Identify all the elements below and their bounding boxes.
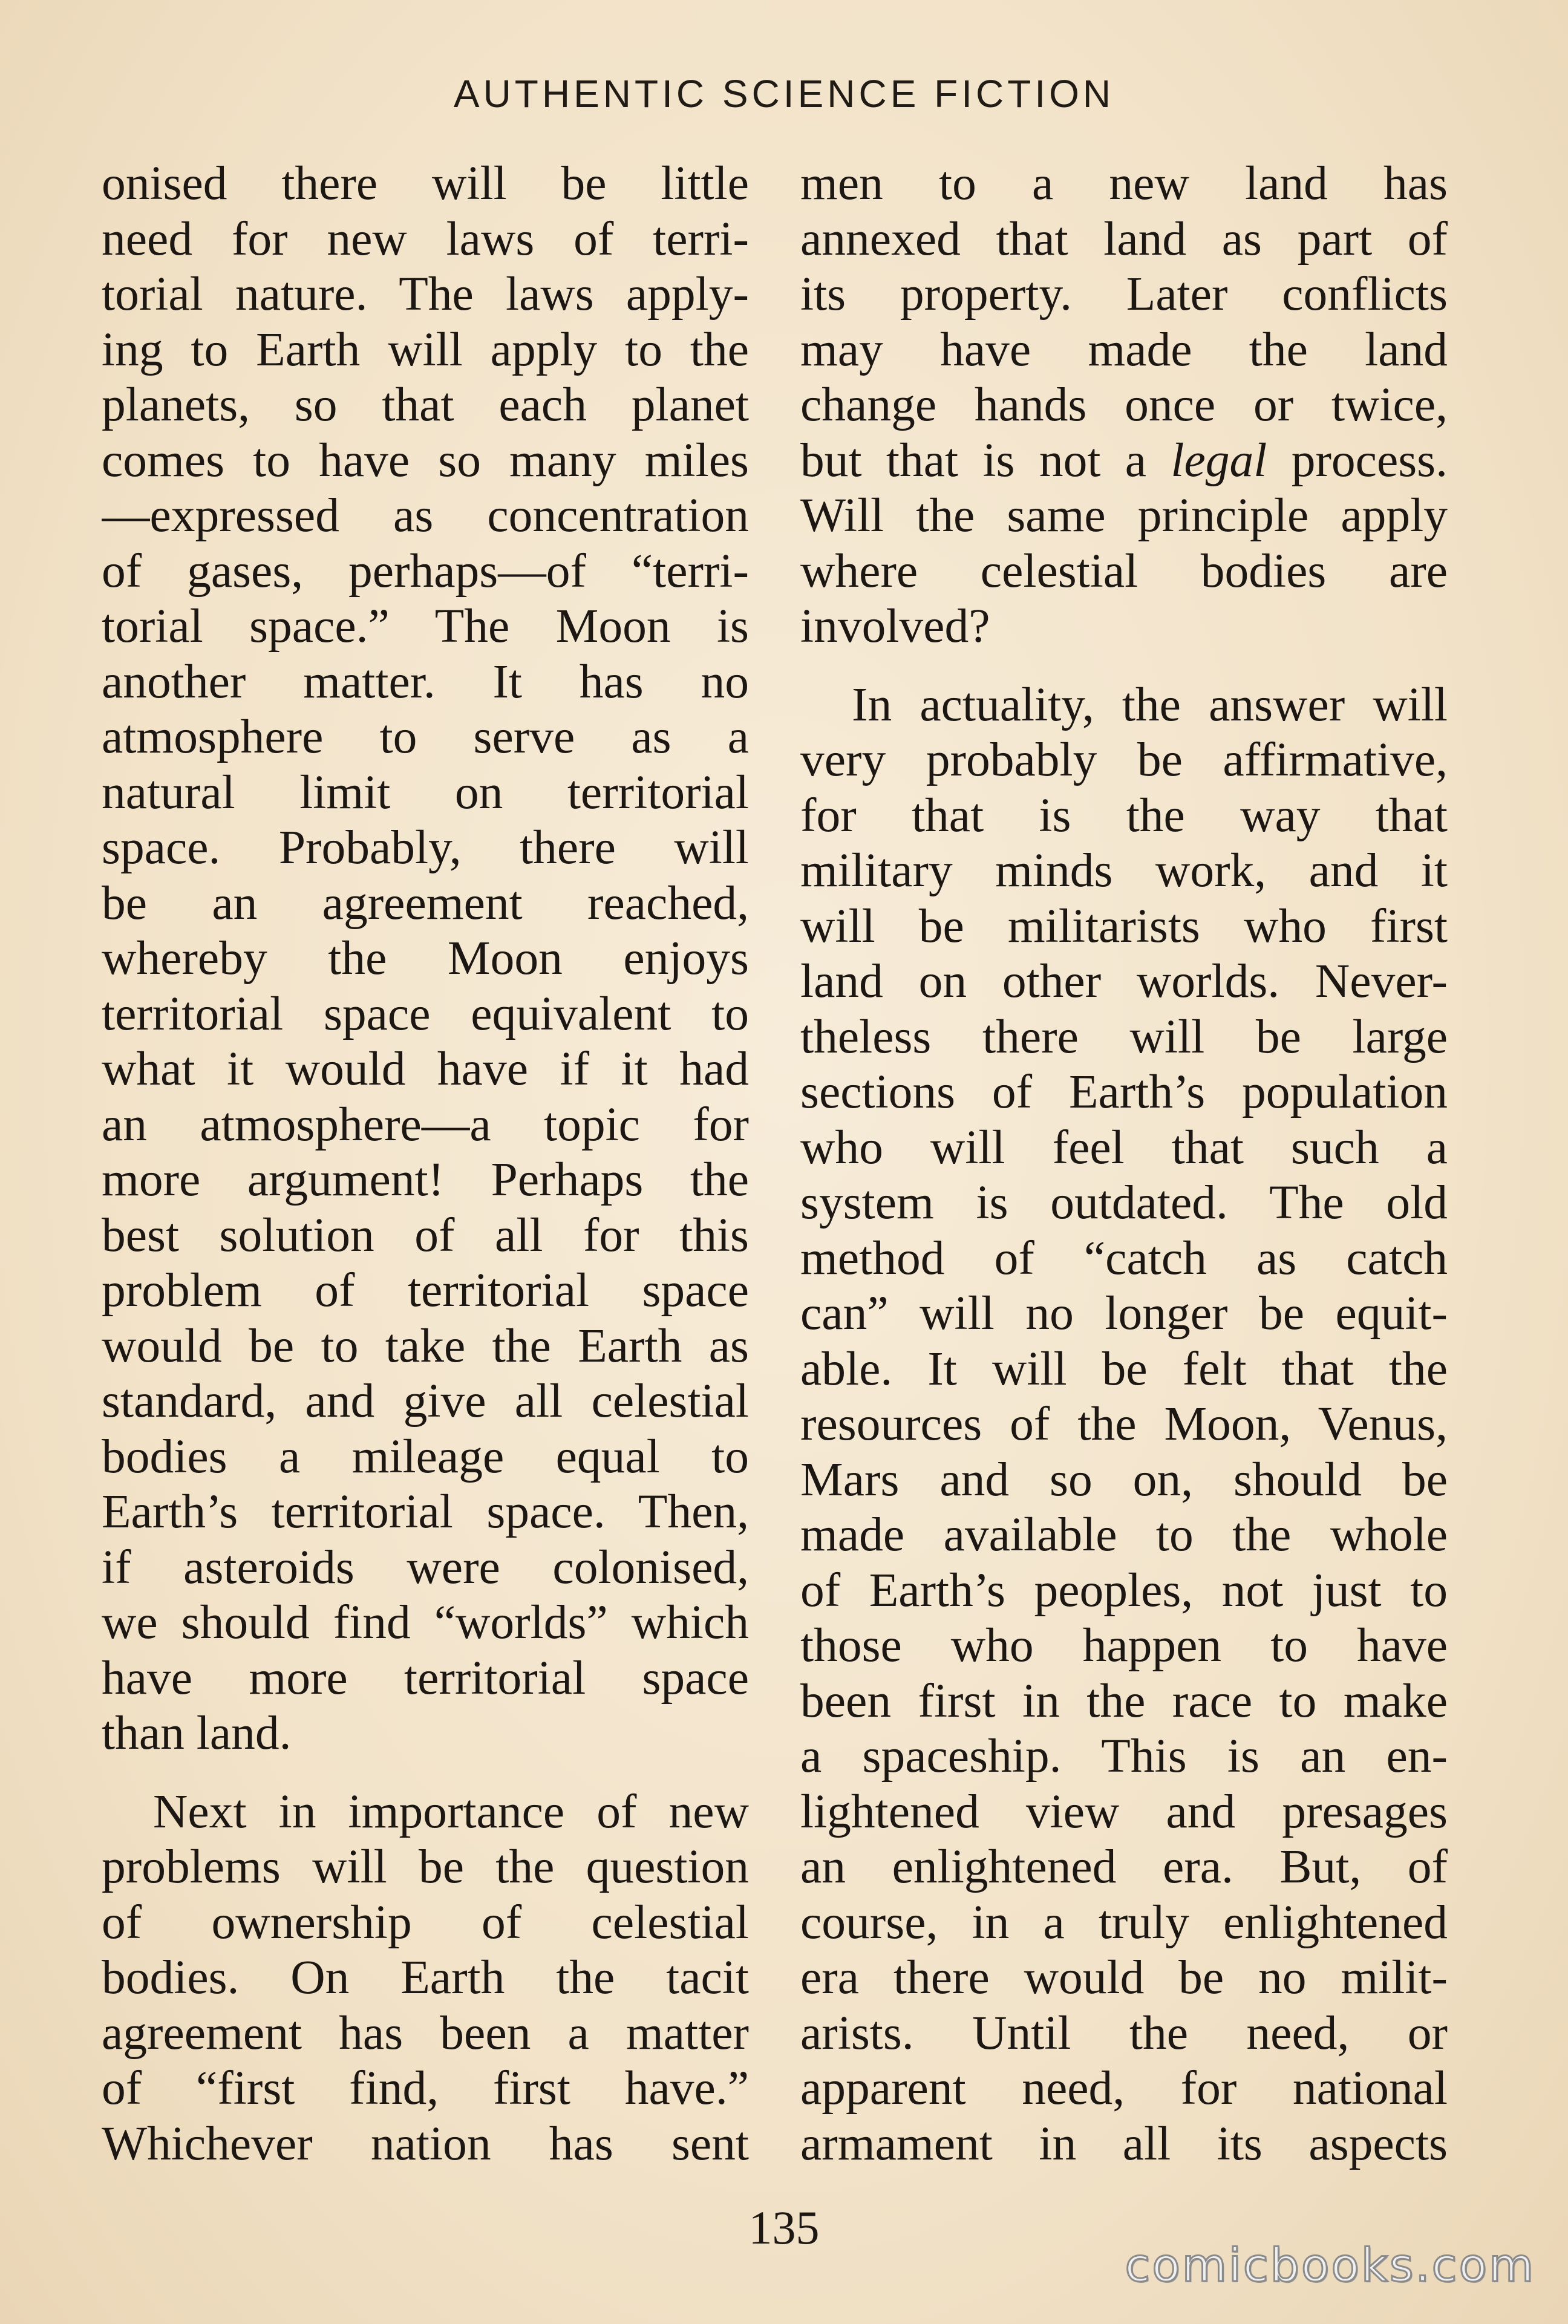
text-line: method of “catch as catch xyxy=(800,1231,1448,1285)
text-line: men to a new land has xyxy=(800,157,1448,210)
text-line: agreement has been a matter xyxy=(102,2006,749,2060)
text-line: of gases, perhaps—of “terri- xyxy=(102,544,749,598)
page-number: 135 xyxy=(748,2201,820,2254)
text-line: arists. Until the need, or xyxy=(800,2006,1448,2060)
text-line: need for new laws of terri- xyxy=(102,212,749,266)
text-line: torial nature. The laws apply- xyxy=(102,267,749,321)
text-line: planets, so that each planet xyxy=(102,378,749,431)
text-line: be an agreement reached, xyxy=(102,876,749,930)
text-line: its property. Later conflicts xyxy=(800,267,1448,321)
text-line: of Earth’s peoples, not just to xyxy=(800,1563,1448,1617)
text-line: Earth’s territorial space. Then, xyxy=(102,1485,749,1538)
text-line: can” will no longer be equit- xyxy=(800,1287,1448,1340)
text-line: torial space.” The Moon is xyxy=(102,599,749,653)
text-line: involved? xyxy=(800,599,990,653)
text-line: would be to take the Earth as xyxy=(102,1319,749,1373)
text-line: able. It will be felt that the xyxy=(800,1342,1448,1395)
text-line: armament in all its aspects xyxy=(800,2117,1448,2170)
text-line: whereby the Moon enjoys xyxy=(102,932,749,985)
text-line: bodies. On Earth the tacit xyxy=(102,1951,749,2004)
text-line: who will feel that such a xyxy=(800,1120,1448,1174)
left-paragraph-1 xyxy=(102,156,749,1761)
left-paragraph-2 xyxy=(102,1784,749,2172)
text-line: Will the same principle apply xyxy=(800,489,1448,542)
text-line: course, in a truly enlightened xyxy=(800,1895,1448,1949)
text-line: an enlightened era. But, of xyxy=(800,1840,1448,1893)
text-line: system is outdated. The old xyxy=(800,1176,1448,1229)
text-line: resources of the Moon, Venus, xyxy=(800,1397,1448,1451)
text-line: theless there will be large xyxy=(800,1010,1448,1063)
right-column xyxy=(800,156,1448,2172)
text-line: lightened view and presages xyxy=(800,1784,1448,1838)
text-line: have more territorial space xyxy=(102,1651,749,1705)
text-line: very probably be affirmative, xyxy=(800,733,1448,786)
text-line: will be militarists who first xyxy=(800,899,1448,953)
text-line: another matter. It has no xyxy=(102,654,749,708)
text-line: but that is not a legal process. xyxy=(800,433,1448,487)
running-head: AUTHENTIC SCIENCE FICTION xyxy=(453,72,1115,116)
text-line: what it would have if it had xyxy=(102,1042,749,1095)
text-line: we should find “worlds” which xyxy=(102,1596,749,1649)
text-line: territorial space equivalent to xyxy=(102,987,749,1040)
text-line: problems will be the question xyxy=(102,1840,749,1893)
text-line: of “first find, first have.” xyxy=(102,2061,749,2115)
text-line: if asteroids were colonised, xyxy=(102,1540,749,1594)
paragraph-gap xyxy=(800,654,1448,677)
text-line: comes to have so many miles xyxy=(102,433,749,487)
text-line: natural limit on territorial xyxy=(102,765,749,819)
text-line: best solution of all for this xyxy=(102,1208,749,1262)
text-line: —expressed as concentration xyxy=(102,489,749,542)
text-line: bodies a mileage equal to xyxy=(102,1429,749,1483)
text-line: been first in the race to make xyxy=(800,1674,1448,1728)
text-line: than land. xyxy=(102,1706,292,1760)
watermark-logo: comicbooks.com xyxy=(1125,2238,1535,2292)
text-line: change hands once or twice, xyxy=(800,378,1448,431)
text-line: ing to Earth will apply to the xyxy=(102,322,749,376)
text-line: Mars and so on, should be xyxy=(800,1452,1448,1506)
text-line: sections of Earth’s population xyxy=(800,1065,1448,1118)
text-line: era there would be no milit- xyxy=(800,1951,1448,2004)
text-line: problem of territorial space xyxy=(102,1264,749,1317)
left-column xyxy=(102,156,749,2172)
text-line: an atmosphere—a topic for xyxy=(102,1097,749,1151)
text-line: Next in importance of new xyxy=(153,1784,749,1838)
text-line: onised there will be little xyxy=(102,157,749,210)
text-line: apparent need, for national xyxy=(800,2061,1448,2115)
text-line: a spaceship. This is an en- xyxy=(800,1729,1448,1783)
text-line: where celestial bodies are xyxy=(800,544,1448,598)
text-line: annexed that land as part of xyxy=(800,212,1448,266)
text-line: Whichever nation has sent xyxy=(102,2117,749,2170)
text-line: those who happen to have xyxy=(800,1619,1448,1672)
text-line: military minds work, and it xyxy=(800,844,1448,897)
text-line: standard, and give all celestial xyxy=(102,1374,749,1428)
text-line: atmosphere to serve as a xyxy=(102,710,749,763)
right-paragraph-1 xyxy=(800,156,1448,654)
emphasis-text: legal xyxy=(1171,433,1267,487)
right-paragraph-2 xyxy=(800,677,1448,2172)
text-line: land on other worlds. Never- xyxy=(800,955,1448,1008)
text-line: may have made the land xyxy=(800,322,1448,376)
text-line: space. Probably, there will xyxy=(102,821,749,874)
paragraph-gap xyxy=(102,1761,749,1784)
text-line: more argument! Perhaps the xyxy=(102,1153,749,1206)
text-line: for that is the way that xyxy=(800,788,1448,842)
text-line: made available to the whole xyxy=(800,1508,1448,1561)
text-line: In actuality, the answer will xyxy=(852,677,1448,731)
text-line: of ownership of celestial xyxy=(102,1895,749,1949)
